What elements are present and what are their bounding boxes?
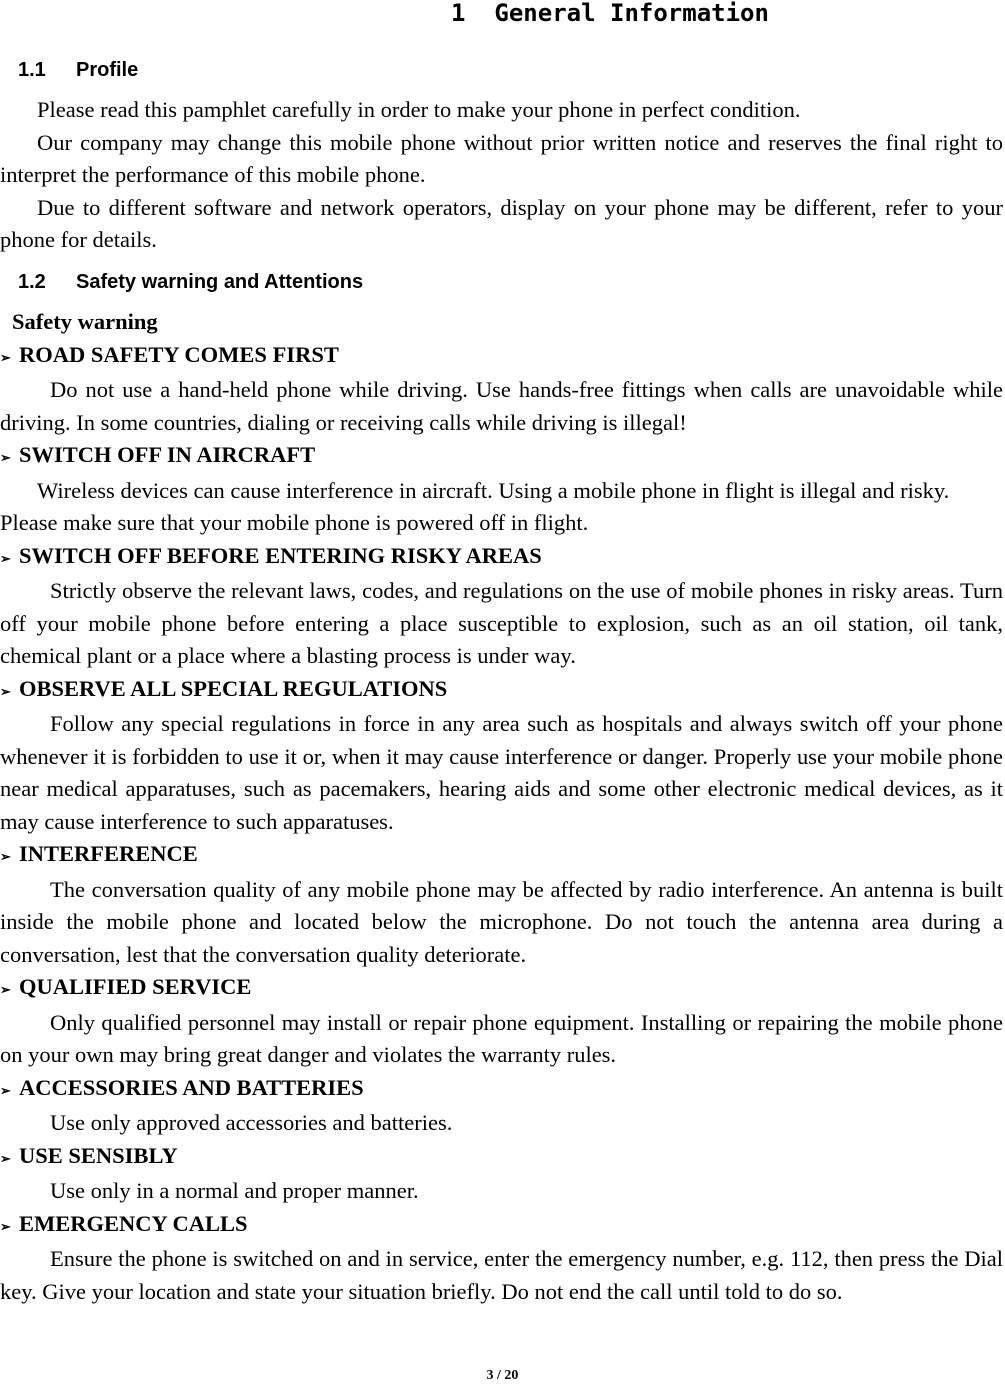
warning-text: Use only in a normal and proper manner. (50, 1178, 419, 1203)
profile-body (0, 94, 1003, 257)
warning-text: Wireless devices can cause interference in aircraft. Using a mobile phone in flight is illegal and risky. (37, 477, 950, 503)
arrow-bullet-icon: ➢ (0, 550, 11, 566)
arrow-bullet-icon: ➢ (0, 450, 11, 465)
arrow-bullet-icon: ➢ (0, 683, 11, 699)
arrow-bullet-icon: ➢ (0, 1150, 11, 1166)
section-number: 1.2 (18, 271, 46, 293)
safety-subheading: Safety warning (12, 309, 158, 334)
section-heading-profile (18, 58, 138, 82)
section-title: Safety warning and Attentions (76, 271, 364, 293)
warning-heading: ➢ QUALIFIED SERVICE (0, 971, 1003, 1007)
warning-heading: ➢ ROAD SAFETY COMES FIRST (0, 339, 1003, 375)
warning-heading: ➢ EMERGENCY CALLS (0, 1208, 1003, 1244)
arrow-bullet-icon: ➢ (0, 349, 11, 365)
warning-heading: ➢ USE SENSIBLY (0, 1140, 1003, 1176)
arrow-bullet-icon: ➢ (0, 982, 11, 997)
section-number: 1.1 (18, 59, 46, 81)
warning-heading: ➢ SWITCH OFF IN AIRCRAFT (0, 439, 1003, 475)
warning-text: The conversation quality of any mobile phone may be affected by radio interference. An antenna is built inside the mobile phone and located below the microphone. Do not touch the antenna area during a conversation, lest that the conversation quality deteriorate. (0, 876, 1003, 967)
profile-paragraph: Our company may change this mobile phone without prior written notice and reserves the final right to interpret the performance of this mobile phone. (0, 129, 1003, 187)
chapter-title (0, 0, 1005, 26)
profile-paragraph: Due to different software and network operators, display on your phone may be different, refer to your phone for details. (0, 194, 1003, 252)
page-number: 3 / 20 (486, 1368, 519, 1383)
arrow-bullet-icon: ➢ (0, 1218, 11, 1234)
warning-text: Strictly observe the relevant laws, codes, and regulations on the use of mobile phones in risky areas. Turn off your mobile phone before entering a place susceptible to explosion, such as an oil station, oil tank, chemical plant or a place where a blasting process is under way. (0, 578, 1003, 668)
section-title: Profile (76, 59, 139, 81)
warning-heading: ➢ OBSERVE ALL SPECIAL REGULATIONS (0, 673, 1003, 709)
chapter-number: 1 (451, 0, 466, 27)
chapter-title-text: General Information (494, 0, 769, 27)
warning-heading: ➢ ACCESSORIES AND BATTERIES (0, 1072, 1003, 1108)
warning-heading: ➢ SWITCH OFF BEFORE ENTERING RISKY AREAS (0, 540, 1003, 576)
arrow-bullet-icon: ➢ (0, 849, 11, 864)
warning-text: Do not use a hand-held phone while driving. Use hands-free fittings when calls are unavoidable while driving. In some countries, dialing or receiving calls while driving is illegal! (0, 377, 1003, 435)
arrow-bullet-icon: ➢ (0, 1082, 11, 1098)
safety-body (0, 306, 1003, 1308)
warning-text: Follow any special regulations in force in any area such as hospitals and always switch off your phone whenever it is forbidden to use it or, when it may cause interference or danger. Properly use your mobile phone near medical apparatuses, such as pacemakers, hearing aids and some other electronic medical devices, as it may cause interference to such apparatuses. (0, 711, 1003, 834)
profile-paragraph: Please read this pamphlet carefully in order to make your phone in perfect condition. (37, 97, 801, 122)
section-heading-safety (18, 270, 363, 294)
warning-text: Please make sure that your mobile phone is powered off in flight. (0, 510, 589, 535)
warning-heading: ➢ INTERFERENCE (0, 838, 1003, 874)
warning-text: Ensure the phone is switched on and in service, enter the emergency number, e.g. 112, then press the Dial key. Give your location and state your situation briefly. Do not end the call until told to do so. (0, 1246, 1003, 1304)
warning-text: Use only approved accessories and batteries. (50, 1110, 453, 1135)
warning-text: Only qualified personnel may install or repair phone equipment. Installing or repairing the mobile phone on your own may bring great danger and violates the warranty rules. (0, 1009, 1003, 1067)
